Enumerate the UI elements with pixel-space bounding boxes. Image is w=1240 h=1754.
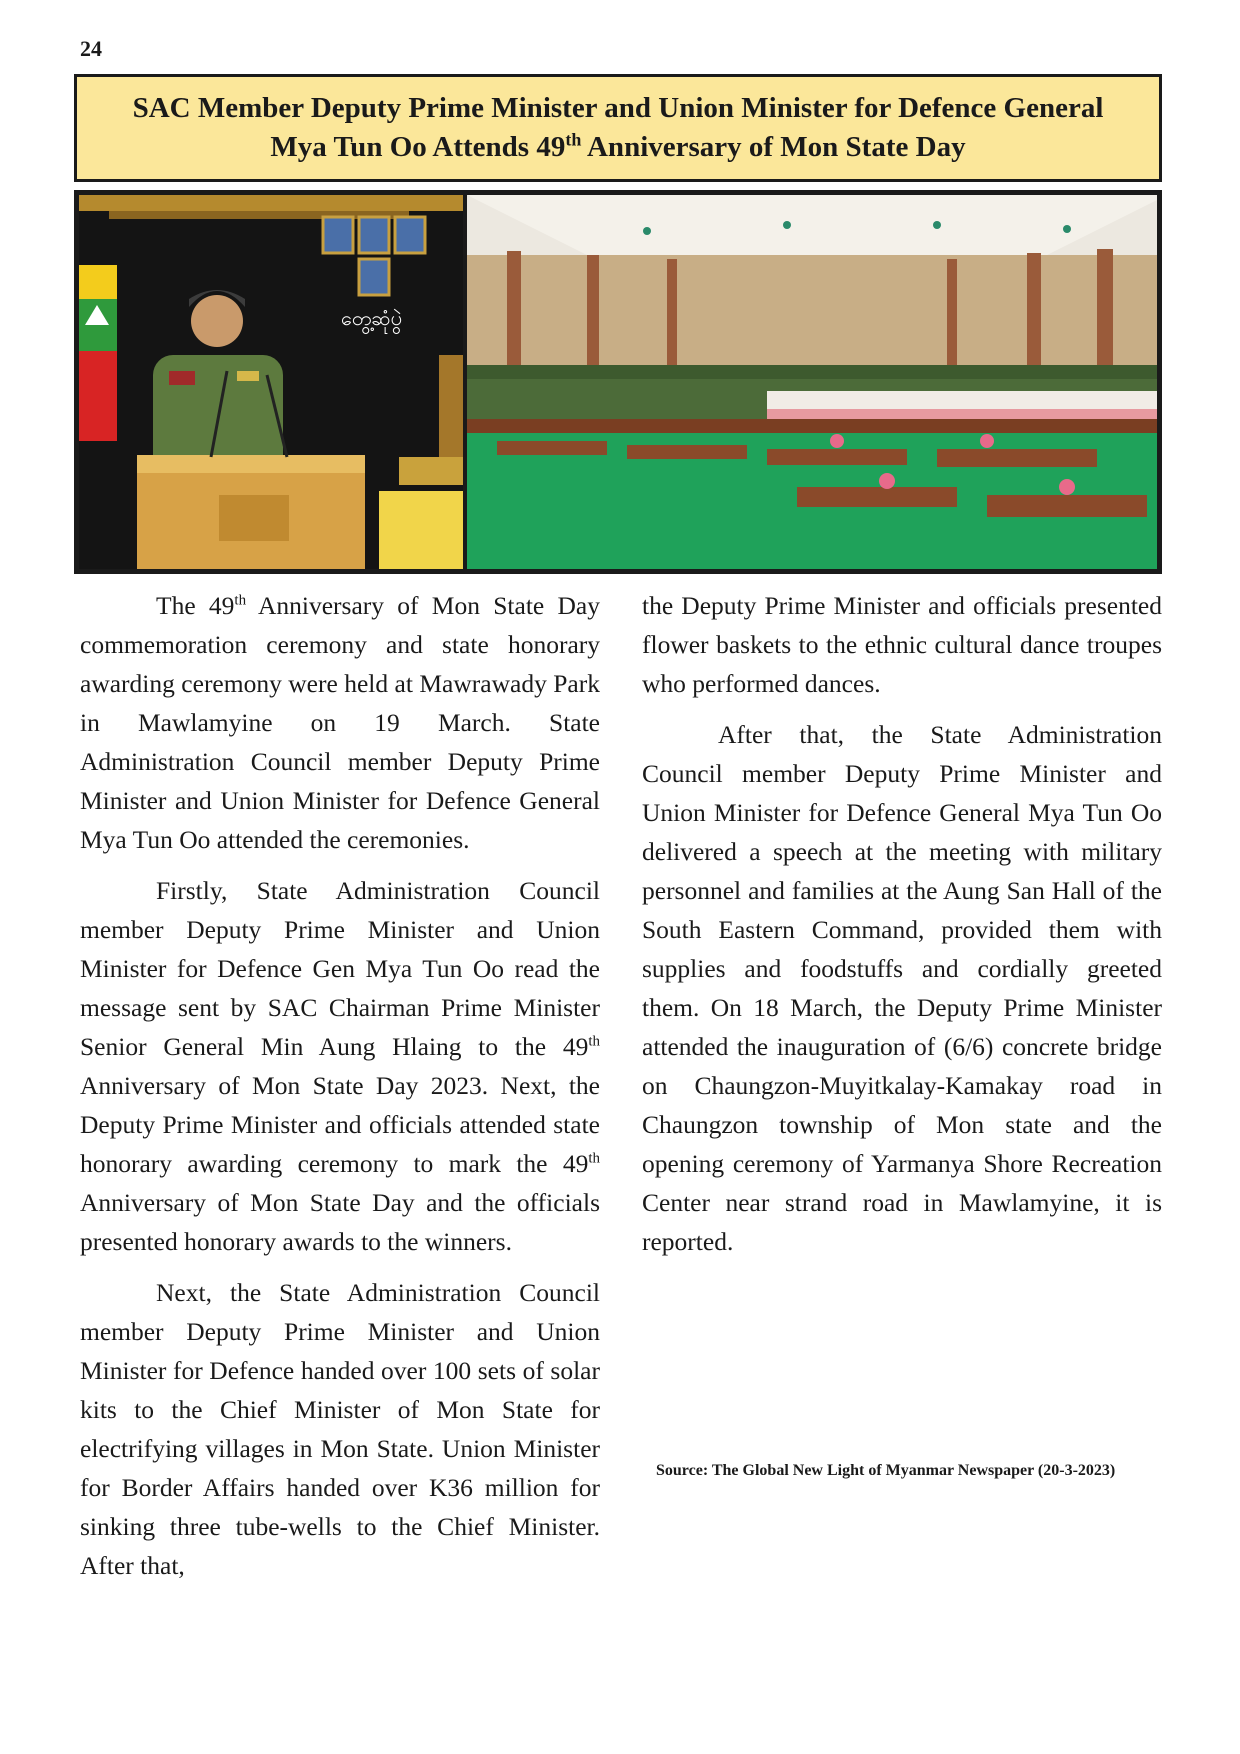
paragraph: Firstly, State Administration Council member Deputy Prime Minister and Union Minister for Defence Gen Mya Tun Oo read the message sent by SAC Chairman Prime Minister Senior General Min Aung Hlaing to the 49th Anniversary of Mon State Day 2023. Next, the Deputy Prime Minister and officials attended state honorary awarding ceremony to mark the 49th Anniversary of Mon State Day and the officials presented honorary awards to the winners. <box>80 876 600 1256</box>
headline-line-1: SAC Member Deputy Prime Minister and Union Minister for Defence General <box>132 92 1104 124</box>
article-column-right <box>642 586 1162 1273</box>
article-column-left <box>80 586 600 1597</box>
headline-line-2: Mya Tun Oo Attends 49th Anniversary of Mon State Day <box>270 129 966 163</box>
source-credit: Source: The Global New Light of Myanmar Newspaper (20-3-2023) <box>656 1462 1116 1479</box>
meeting-sign-text: တွေ့ဆုံပွဲ <box>341 306 403 330</box>
paragraph: Next, the State Administration Council member Deputy Prime Minister and Union Minister for Defence handed over 100 sets of solar kits to the Chief Minister of Mon State for electrifying villages in Mon State. Union Minister for Border Affairs handed over K36 million for sinking three tube-wells to the Chief Minister. After that, <box>80 1278 600 1580</box>
paragraph: The 49th Anniversary of Mon State Day commemoration ceremony and state honorary awarding ceremony were held at Mawrawady Park in Mawlamyine on 19 March. State Administration Council member Deputy Prime Minister and Union Minister for Defence General Mya Tun Oo attended the ceremonies. <box>80 591 600 854</box>
headline-box <box>74 74 1162 182</box>
photo-strip <box>74 190 1162 574</box>
paragraph: After that, the State Administration Council member Deputy Prime Minister and Union Minister for Defence General Mya Tun Oo delivered a speech at the meeting with military personnel and families at the Aung San Hall of the South Eastern Command, provided them with supplies and foodstuffs and cordially greeted them. On 18 March, the Deputy Prime Minister attended the inauguration of (6/6) concrete bridge on Chaungzon-Muyitkalay-Kamakay road in Chaungzon township of Mon state and the opening ceremony of Yarmanya Shore Recreation Center near strand road in Mawlamyine, it is reported. <box>642 720 1162 1256</box>
page-number: 24 <box>80 36 102 61</box>
photo-speaker-at-podium <box>79 195 463 569</box>
paragraph: the Deputy Prime Minister and officials presented flower baskets to the ethnic cultural dance troupes who performed dances. <box>642 591 1162 698</box>
photo-hall-audience <box>467 195 1157 569</box>
